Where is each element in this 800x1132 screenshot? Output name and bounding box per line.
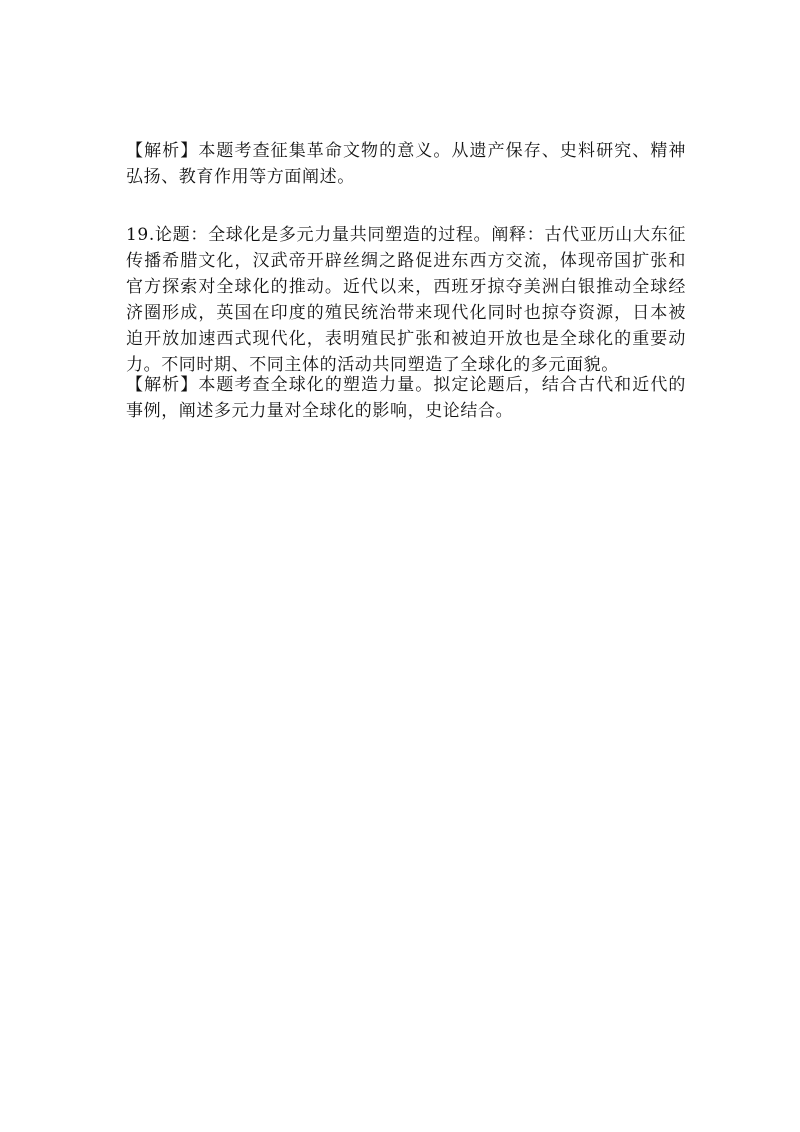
analysis-label: 【解析】: [126, 141, 199, 161]
analysis-text: 本题考查征集革命文物的意义。从遗产保存、史料研究、精神弘扬、教育作用等方面阐述。: [126, 141, 686, 187]
analysis-label: 【解析】: [126, 375, 199, 395]
analysis-text: 本题考查全球化的塑造力量。拟定论题后，结合古代和近代的事例，阐述多元力量对全球化的影响，史论结合。: [126, 375, 686, 421]
analysis-paragraph-q18: [126, 138, 686, 190]
answer-text: 论题：全球化是多元力量共同塑造的过程。阐释：古代亚历山大东征传播希腊文化，汉武帝开辟丝绸之路促进东西方交流，体现帝国扩张和官方探索对全球化的推动。近代以来，西班牙掠夺美洲白银推动全球经济圈形成，英国在印度的殖民统治带来现代化同时也掠夺资源，日本被迫开放加速西式现代化，表明殖民扩张和被迫开放也是全球化的重要动力。不同时期、不同主体的活动共同塑造了全球化的多元面貌。: [126, 225, 686, 375]
question-number: 19.: [126, 225, 155, 245]
answer-paragraph-q19: [126, 222, 686, 378]
analysis-paragraph-q19: [126, 372, 686, 424]
